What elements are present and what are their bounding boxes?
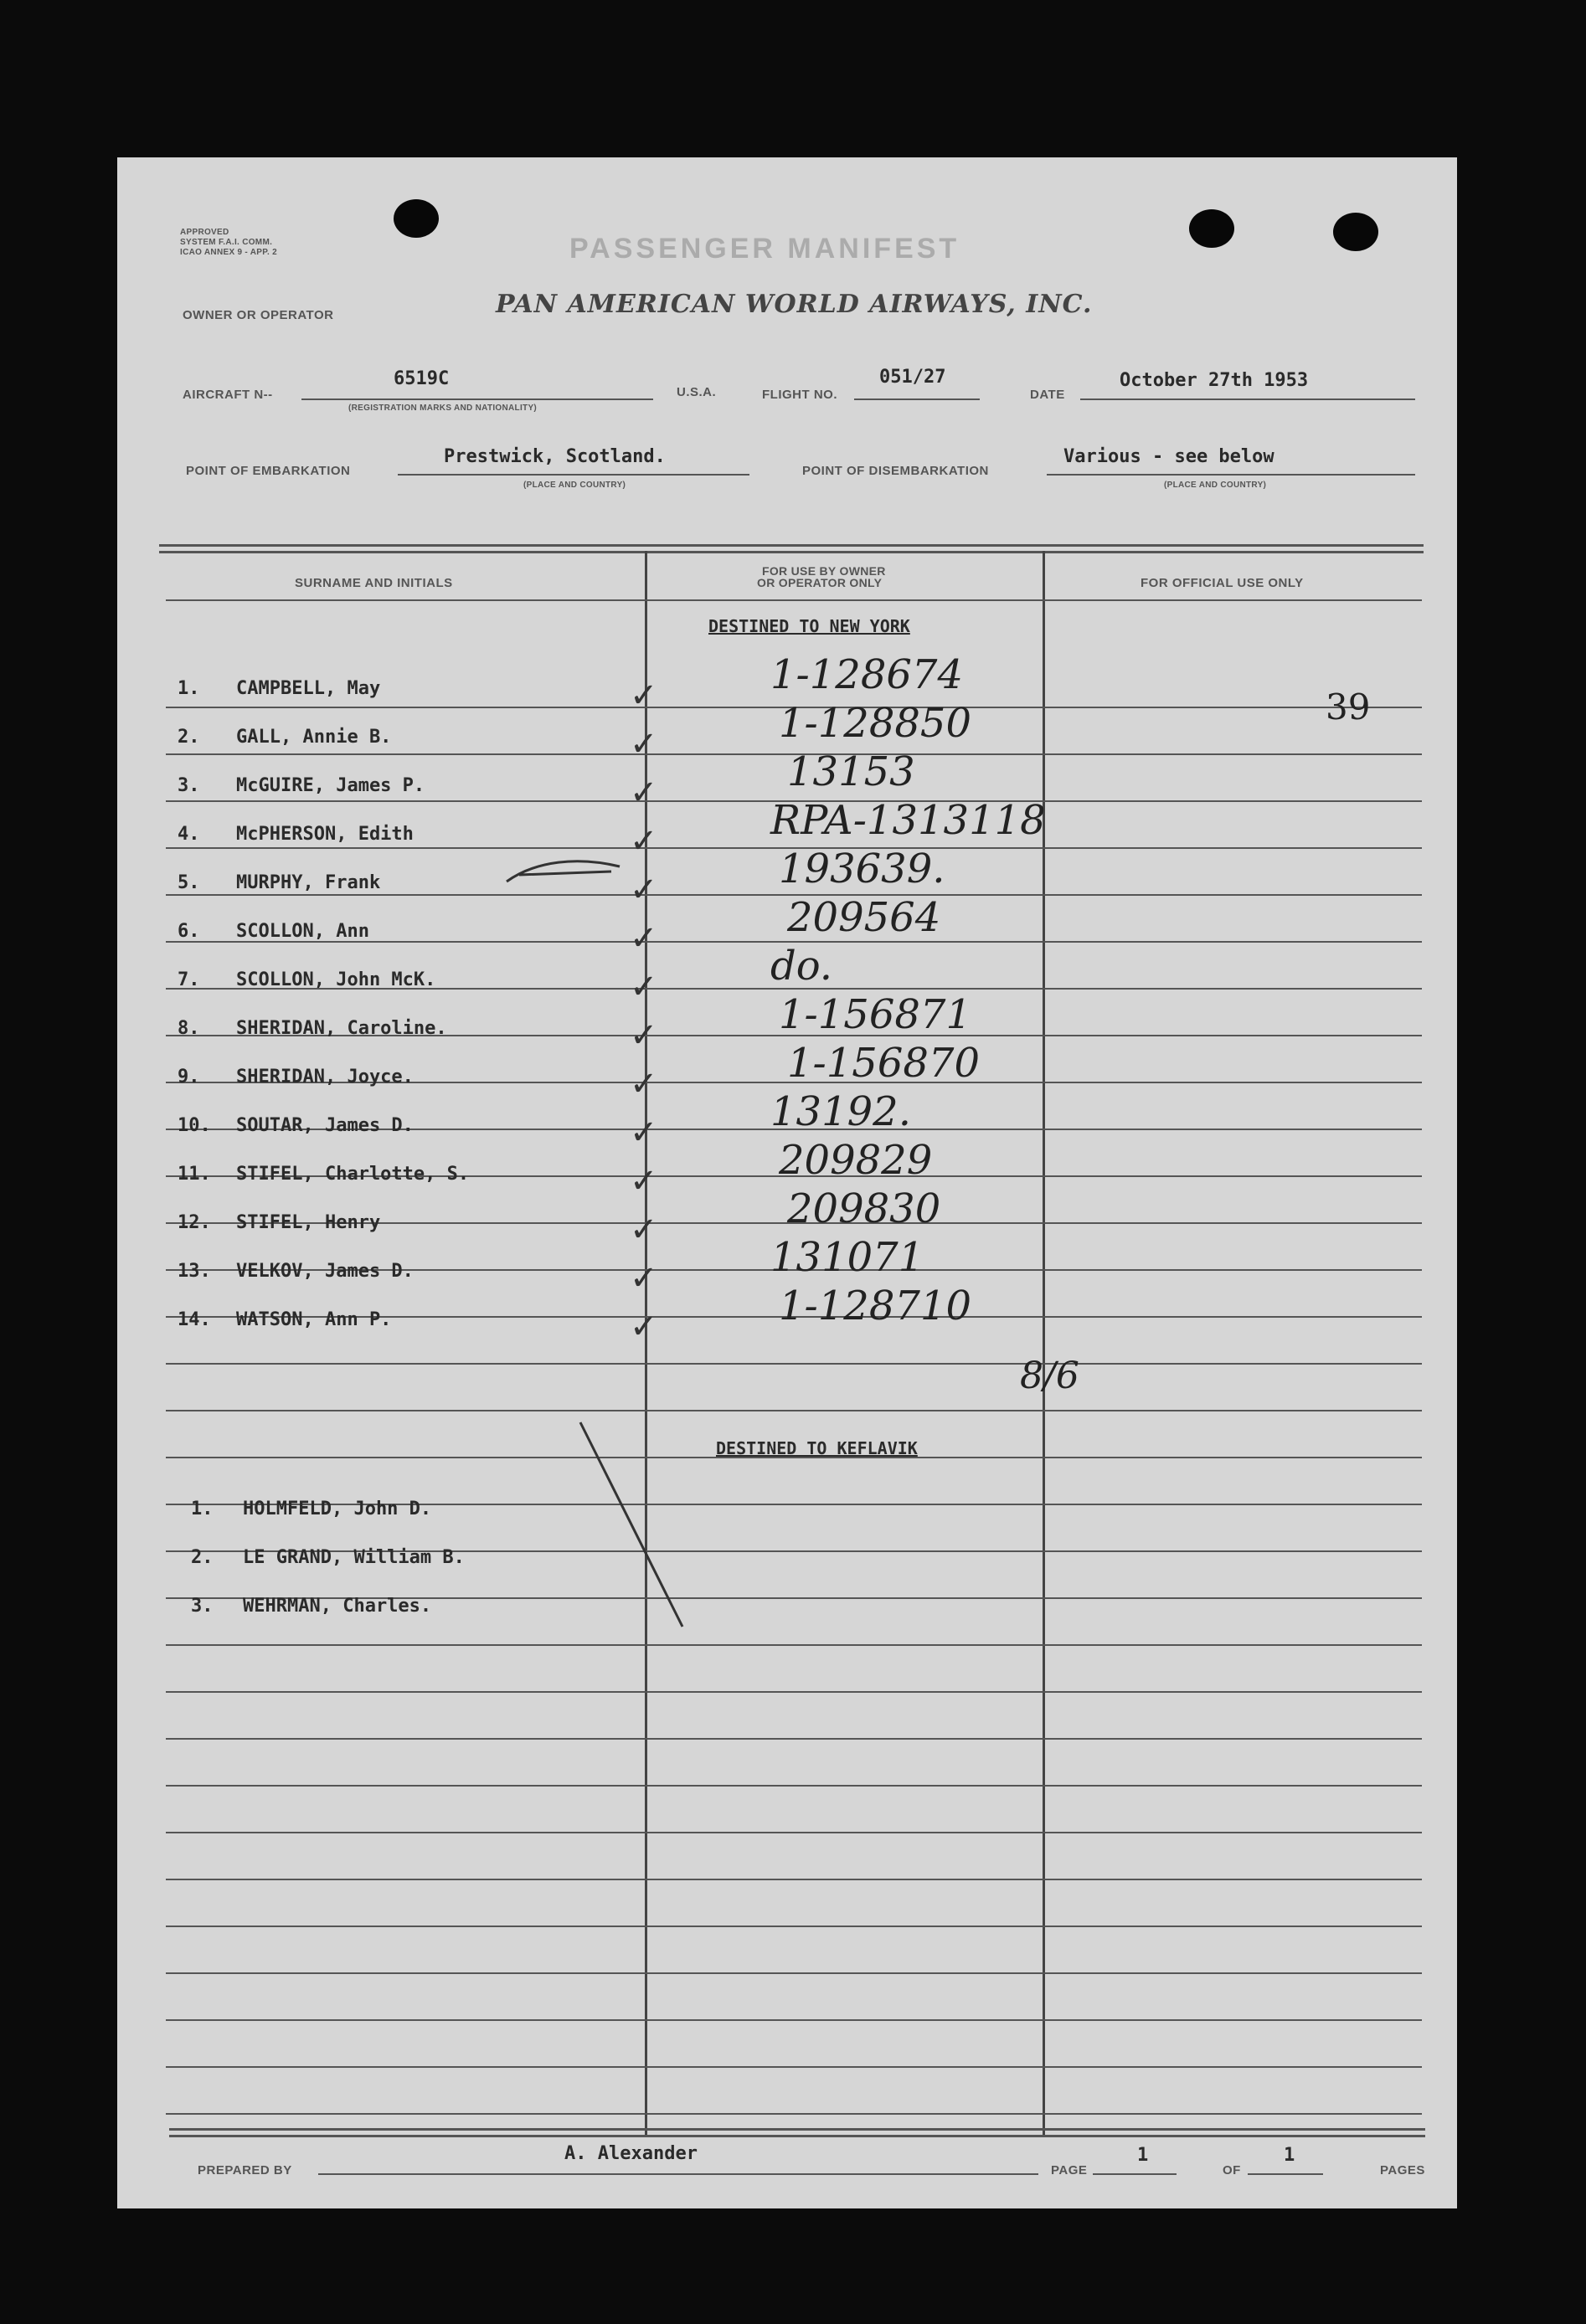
- flight-label: FLIGHT NO.: [762, 388, 837, 402]
- table-top-line-2: [159, 551, 1424, 553]
- check-mark-icon: ✓: [630, 676, 658, 715]
- row-rule: [166, 2113, 1422, 2115]
- aircraft-value: 6519C: [394, 368, 450, 389]
- row-rule: [166, 1879, 1422, 1880]
- ticket-number: 209830: [787, 1185, 941, 1232]
- page-underline: [1093, 2173, 1177, 2175]
- form-title: PASSENGER MANIFEST: [569, 233, 960, 265]
- check-mark-icon: ✓: [630, 1308, 658, 1346]
- new-york-heading: DESTINED TO NEW YORK: [708, 616, 910, 636]
- column-header-official: FOR OFFICIAL USE ONLY: [1141, 576, 1304, 590]
- row-rule: [166, 1644, 1422, 1646]
- passenger-number: 6.: [178, 921, 200, 942]
- pen-strike-line: [574, 1417, 691, 1635]
- row-rule: [166, 1926, 1422, 1927]
- prepared-by-value: A. Alexander: [564, 2143, 698, 2164]
- passenger-name: MURPHY, Frank: [236, 872, 381, 893]
- passenger-name: GALL, Annie B.: [236, 727, 392, 748]
- check-mark-icon: ✓: [630, 822, 658, 861]
- ticket-number: 193639.: [779, 846, 945, 892]
- passenger-name: WATSON, Ann P.: [236, 1309, 392, 1330]
- punch-hole-right-1: [1189, 209, 1234, 248]
- passenger-number: 5.: [178, 872, 200, 893]
- approval-line-3: ICAO ANNEX 9 - APP. 2: [180, 248, 277, 257]
- passenger-name: HOLMFELD, John D.: [243, 1499, 432, 1519]
- passenger-name: SOUTAR, James D.: [236, 1115, 414, 1136]
- check-mark-icon: ✓: [630, 1065, 658, 1103]
- column-header-surname: SURNAME AND INITIALS: [295, 576, 453, 590]
- column-header-owner-2: OR OPERATOR ONLY: [757, 576, 883, 589]
- check-mark-icon: ✓: [630, 774, 658, 812]
- ticket-number: 209829: [779, 1137, 933, 1184]
- punch-hole-left: [394, 199, 439, 238]
- row-rule: [166, 1738, 1422, 1740]
- manifest-sheet: [117, 157, 1457, 2208]
- ticket-number: 1-156870: [787, 1040, 980, 1087]
- check-mark-icon: ✓: [630, 1113, 658, 1152]
- passenger-name: SHERIDAN, Caroline.: [236, 1018, 447, 1039]
- row-rule: [166, 1410, 1422, 1411]
- row-rule: [166, 1691, 1422, 1693]
- approval-line-1: APPROVED: [180, 228, 229, 237]
- ticket-number: 131071: [770, 1234, 924, 1281]
- column-header-owner-1: FOR USE BY OWNER: [762, 564, 886, 578]
- prepared-by-underline: [318, 2173, 1038, 2175]
- passenger-number: 3.: [178, 775, 200, 796]
- keflavik-heading: DESTINED TO KEFLAVIK: [716, 1438, 918, 1458]
- official-count: 39: [1326, 686, 1371, 728]
- passenger-number: 13.: [178, 1261, 211, 1282]
- prepared-by-label: PREPARED BY: [198, 2163, 292, 2177]
- row-rule: [166, 1972, 1422, 1974]
- passenger-name: CAMPBELL, May: [236, 678, 381, 699]
- operator-name: PAN AMERICAN WORLD AIRWAYS, INC.: [496, 290, 1093, 319]
- row-rule: [166, 599, 1422, 601]
- of-underline: [1248, 2173, 1323, 2175]
- passenger-number: 2.: [191, 1547, 214, 1568]
- ticket-number: 1-156871: [779, 991, 971, 1038]
- passenger-number: 1.: [178, 678, 200, 699]
- passenger-number: 1.: [191, 1499, 214, 1519]
- ticket-number: 1-128850: [779, 700, 971, 747]
- disembark-label: POINT OF DISEMBARKATION: [802, 464, 989, 478]
- passenger-name: SCOLLON, John McK.: [236, 969, 436, 990]
- check-mark-icon: ✓: [630, 1162, 658, 1201]
- aircraft-label: AIRCRAFT N--: [183, 388, 273, 402]
- passenger-number: 14.: [178, 1309, 211, 1330]
- table-bottom-line-2: [169, 2135, 1425, 2137]
- check-mark-icon: ✓: [630, 725, 658, 764]
- place-note-embark: (PLACE AND COUNTRY): [523, 481, 626, 490]
- passenger-name: STIFEL, Charlotte, S.: [236, 1164, 470, 1185]
- disembark-value: Various - see below: [1063, 446, 1274, 467]
- flight-value: 051/27: [879, 367, 946, 388]
- registration-note: (REGISTRATION MARKS AND NATIONALITY): [348, 404, 538, 413]
- column-divider-2: [1043, 551, 1045, 2135]
- ticket-number: 1-128710: [779, 1283, 971, 1329]
- check-mark-icon: ✓: [630, 919, 658, 958]
- row-rule: [166, 1785, 1422, 1787]
- page-value: 1: [1137, 2145, 1149, 2166]
- passenger-name: VELKOV, James D.: [236, 1261, 414, 1282]
- passenger-number: 11.: [178, 1164, 211, 1185]
- passenger-name: STIFEL, Henry: [236, 1212, 381, 1233]
- table-bottom-line-1: [169, 2128, 1425, 2131]
- passenger-number: 10.: [178, 1115, 211, 1136]
- passenger-name: WEHRMAN, Charles.: [243, 1596, 432, 1617]
- check-mark-icon: ✓: [630, 1211, 658, 1249]
- usa-label: U.S.A.: [677, 385, 717, 399]
- place-note-disembark: (PLACE AND COUNTRY): [1164, 481, 1267, 490]
- passenger-number: 4.: [178, 824, 200, 845]
- ticket-number: RPA-1313118: [770, 797, 1046, 844]
- ticket-number: do.: [770, 943, 833, 990]
- embark-label: POINT OF EMBARKATION: [186, 464, 351, 478]
- ticket-number: 13192.: [770, 1088, 911, 1135]
- row-rule: [166, 1363, 1422, 1365]
- check-mark-icon: ✓: [630, 968, 658, 1006]
- approval-line-2: SYSTEM F.A.I. COMM.: [180, 238, 273, 247]
- ticket-number: 209564: [787, 894, 941, 941]
- owner-label: OWNER OR OPERATOR: [183, 308, 334, 322]
- page-label: PAGE: [1051, 2163, 1088, 2177]
- passenger-number: 12.: [178, 1212, 211, 1233]
- passenger-name: SCOLLON, Ann: [236, 921, 369, 942]
- of-label: OF: [1223, 2163, 1241, 2177]
- passenger-number: 3.: [191, 1596, 214, 1617]
- scratch-mark: [502, 848, 628, 890]
- date-label: DATE: [1030, 388, 1065, 402]
- punch-hole-right-2: [1333, 213, 1378, 251]
- ticket-number: 13153: [787, 748, 915, 795]
- check-mark-icon: ✓: [630, 1016, 658, 1055]
- row-rule: [166, 2066, 1422, 2068]
- row-rule: [166, 1832, 1422, 1833]
- passenger-name: LE GRAND, William B.: [243, 1547, 465, 1568]
- passenger-number: 7.: [178, 969, 200, 990]
- aircraft-underline: [301, 398, 653, 400]
- row-rule: [166, 2019, 1422, 2021]
- passenger-name: SHERIDAN, Joyce.: [236, 1067, 414, 1087]
- tally-mark: 8/6: [1020, 1355, 1079, 1397]
- table-top-line-1: [159, 544, 1424, 547]
- passenger-number: 8.: [178, 1018, 200, 1039]
- check-mark-icon: ✓: [630, 871, 658, 909]
- pages-label: PAGES: [1380, 2163, 1425, 2177]
- embark-underline: [398, 474, 749, 476]
- passenger-number: 2.: [178, 727, 200, 748]
- passenger-number: 9.: [178, 1067, 200, 1087]
- disembark-underline: [1047, 474, 1415, 476]
- date-value: October 27th 1953: [1120, 370, 1309, 391]
- of-value: 1: [1284, 2145, 1295, 2166]
- ticket-number: 1-128674: [770, 651, 963, 698]
- flight-underline: [854, 398, 980, 400]
- passenger-name: McGUIRE, James P.: [236, 775, 425, 796]
- passenger-name: McPHERSON, Edith: [236, 824, 414, 845]
- embark-value: Prestwick, Scotland.: [444, 446, 666, 467]
- check-mark-icon: ✓: [630, 1259, 658, 1298]
- date-underline: [1080, 398, 1415, 400]
